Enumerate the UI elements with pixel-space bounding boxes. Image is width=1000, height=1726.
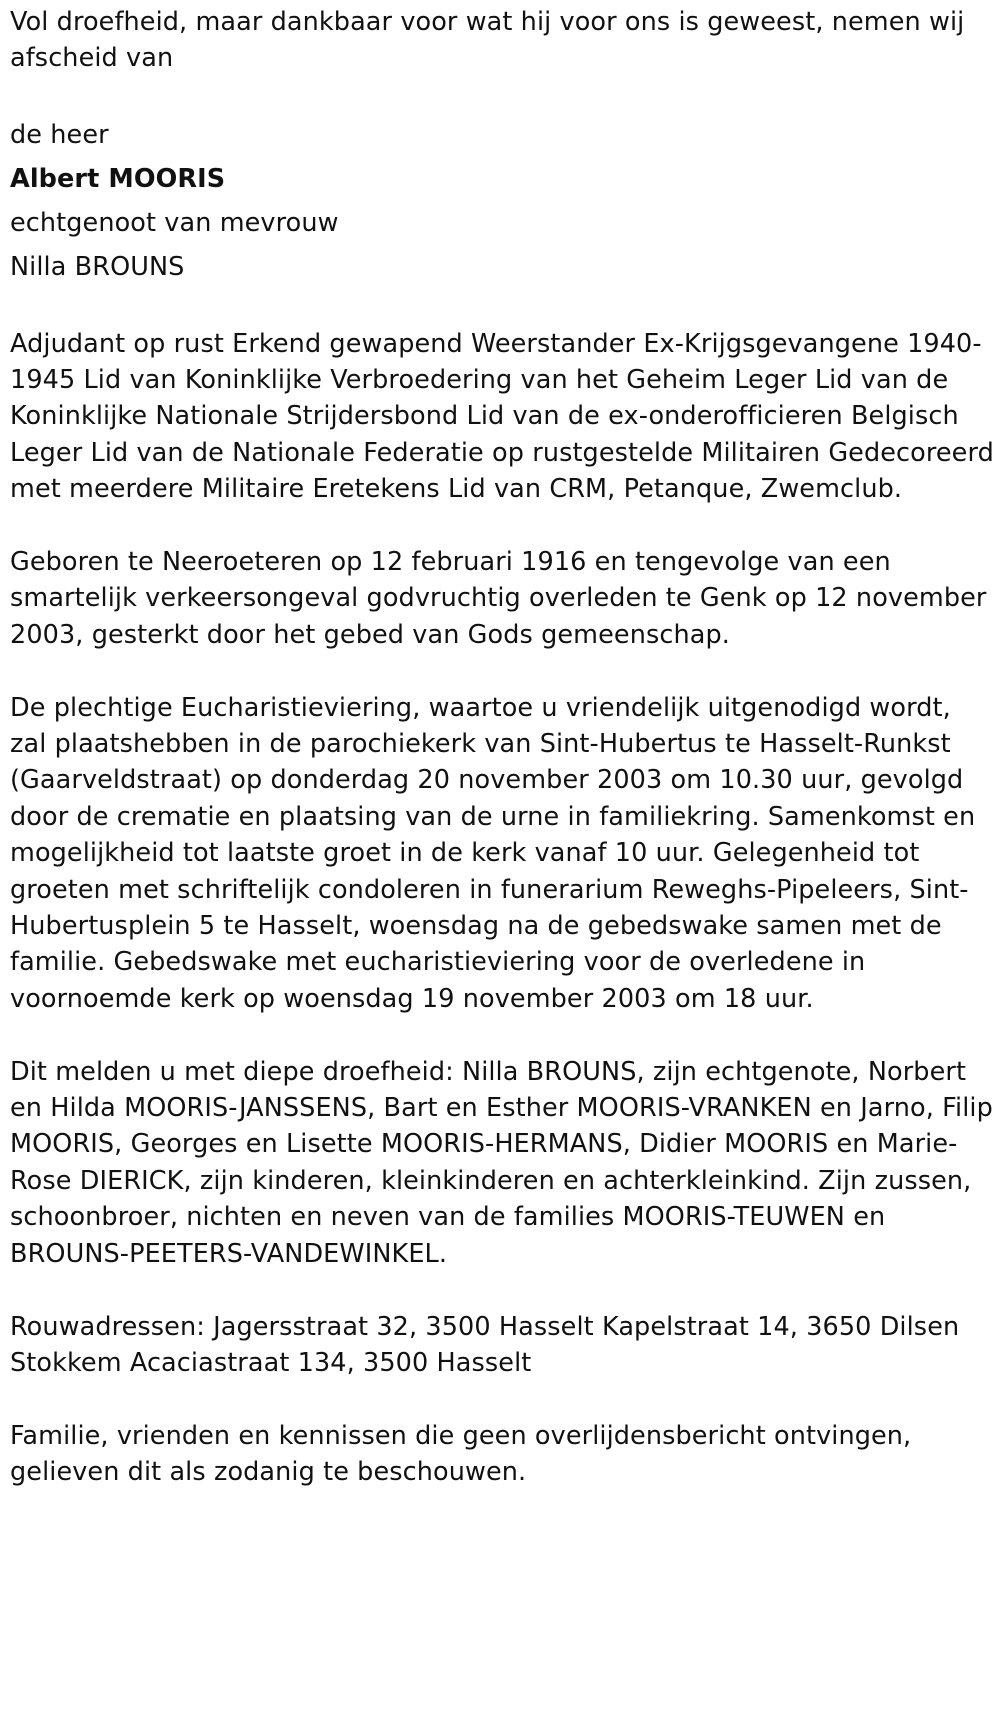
spacer bbox=[10, 508, 995, 544]
spacer bbox=[10, 1272, 995, 1308]
spacer bbox=[10, 77, 995, 113]
ceremony-paragraph: De plechtige Eucharistieviering, waartoe u vriendelijk uitgenodigd wordt, zal plaatshebben in de parochiekerk van Sint-Hubertus te Hasselt-Runkst (Gaarveldstraat) op donderdag 20 november 2003 om 10.30 uur, gevolgd door de crematie en plaatsing van de urne in familiekring. Samenkomst en mogelijkheid tot laatste groet in de kerk vanaf 10 uur. Gelegenheid tot groeten met schriftelijk condoleren in funerarium Reweghs-Pipeleers, Sint-Hubertusplein 5 te Hasselt, woensdag na de gebedswake samen met de familie. Gebedswake met eucharistieviering voor de overledene in voornoemde kerk op woensdag 19 november 2003 om 18 uur. bbox=[10, 692, 976, 1014]
deceased-name: Albert MOORIS bbox=[10, 164, 226, 195]
closing-paragraph: Familie, vrienden en kennissen die geen overlijdensbericht ontvingen, gelieven dit als zodanig te beschouwen. bbox=[10, 1420, 912, 1488]
deceased-block bbox=[10, 113, 995, 289]
spacer bbox=[10, 289, 995, 325]
birth-death-paragraph: Geboren te Neeroeteren op 12 februari 1916 en tengevolge van een smartelijk verkeersongeval godvruchtig overleden te Genk op 12 november 2003, gesterkt door het gebed van Gods gemeenschap. bbox=[10, 547, 987, 650]
spouse-relation: echtgenoot van mevrouw bbox=[10, 208, 339, 239]
biography-paragraph: Adjudant op rust Erkend gewapend Weerstander Ex-Krijgsgevangene 1940-1945 Lid van Koninklijke Verbroedering van het Geheim Leger Lid van de Koninklijke Nationale Strijdersbond Lid van de ex-onderofficieren Belgisch Leger Lid van de Nationale Federatie op rustgestelde Militairen Gedecoreerd met meerdere Militaire Eretekens Lid van CRM, Petanque, Zwemclub. bbox=[10, 328, 994, 505]
family-paragraph: Dit melden u met diepe droefheid: Nilla BROUNS, zijn echtgenote, Norbert en Hilda MOORIS-JANSSENS, Bart en Esther MOORIS-VRANKEN en Jarno, Filip MOORIS, Georges en Lisette MOORIS-HERMANS, Didier MOORIS en Marie-Rose DIERICK, zijn kinderen, kleinkinderen en achterkleinkind. Zijn zussen, schoonbroer, nichten en neven van de families MOORIS-TEUWEN en BROUNS-PEETERS-VANDEWINKEL. bbox=[10, 1056, 993, 1269]
addresses-paragraph: Rouwadressen: Jagersstraat 32, 3500 Hasselt Kapelstraat 14, 3650 Dilsen Stokkem Acaciastraat 134, 3500 Hasselt bbox=[10, 1311, 960, 1378]
obituary-notice bbox=[10, 0, 995, 1491]
spacer bbox=[10, 1381, 995, 1417]
spacer bbox=[10, 1017, 995, 1053]
intro-paragraph: Vol droefheid, maar dankbaar voor wat hij voor ons is geweest, nemen wij afscheid van bbox=[10, 7, 965, 74]
spouse-name: Nilla BROUNS bbox=[10, 252, 185, 283]
spacer bbox=[10, 653, 995, 689]
title-prefix: de heer bbox=[10, 120, 109, 151]
